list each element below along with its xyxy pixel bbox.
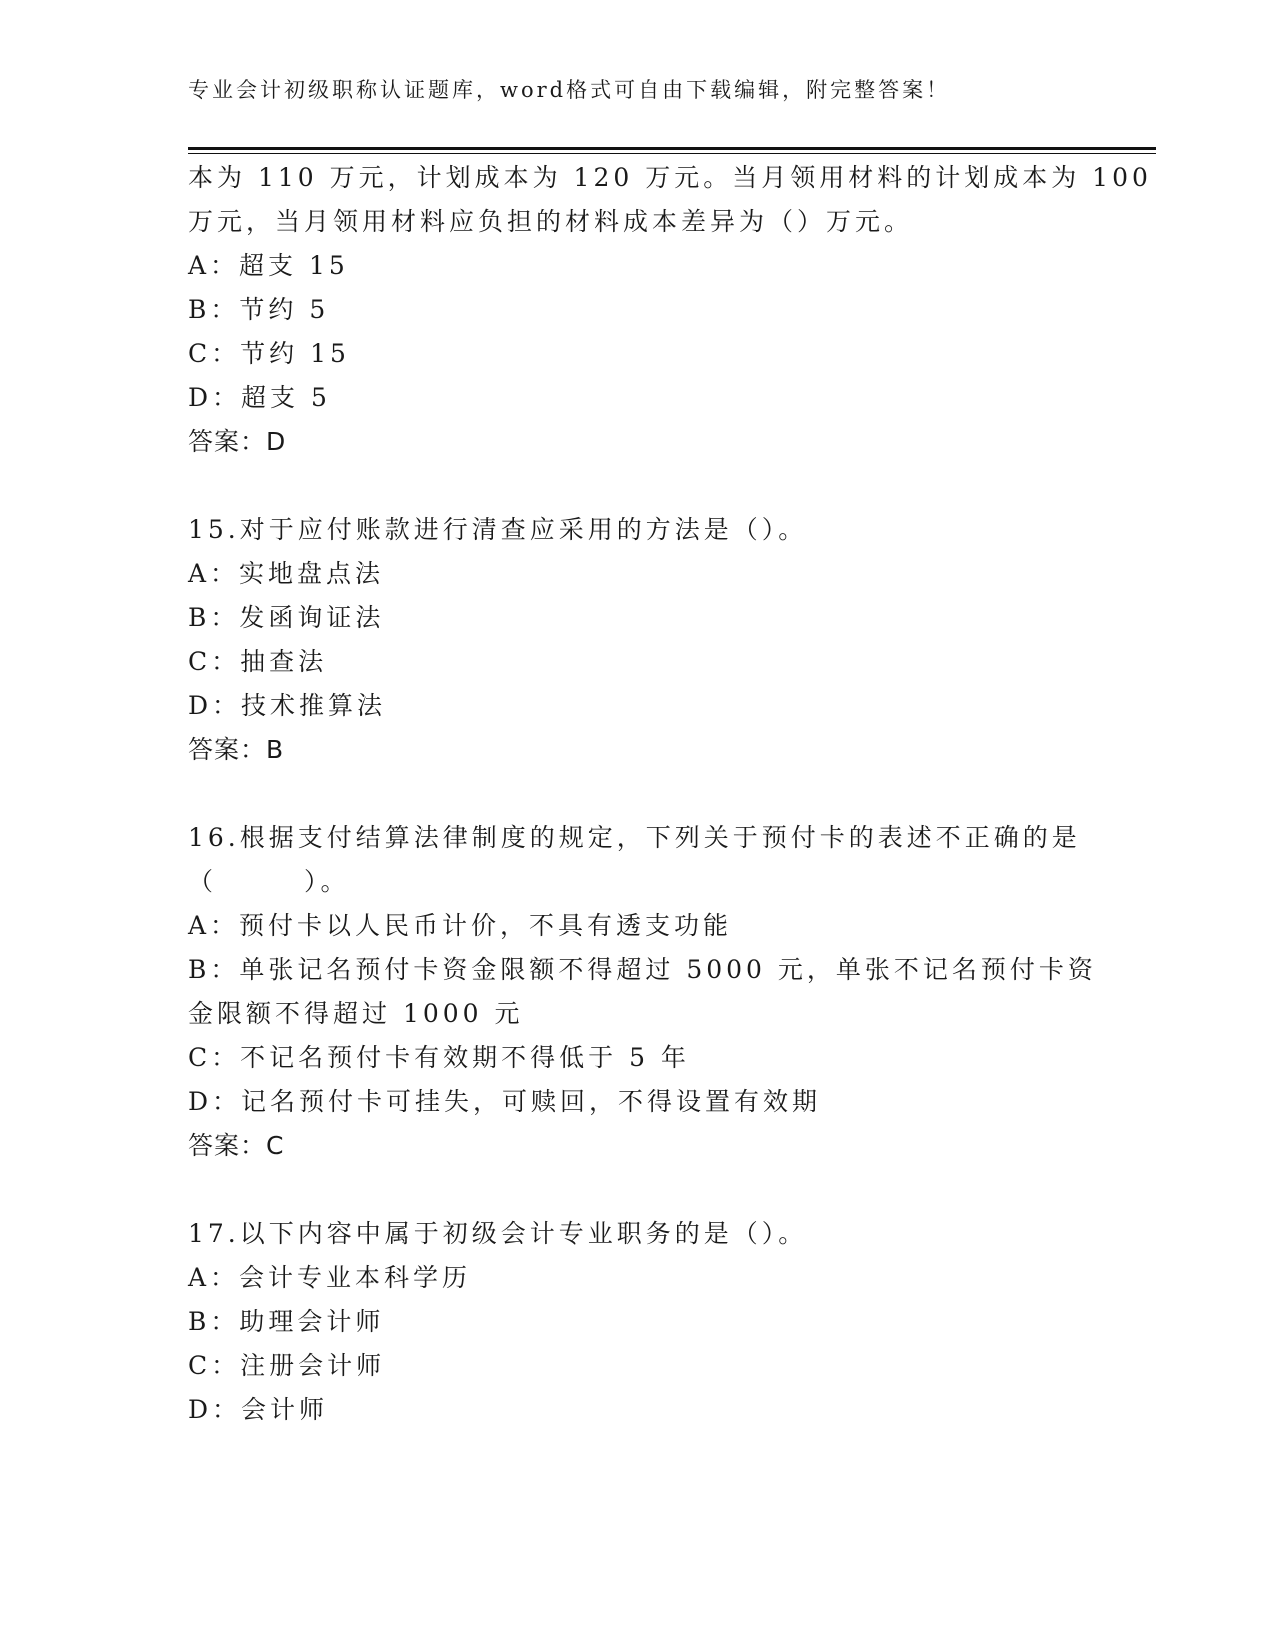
question-15-stem: 15.对于应付账款进行清查应采用的方法是（）。 — [188, 515, 808, 544]
question-17-option-a: A：会计专业本科学历 — [188, 1263, 472, 1292]
question-15-option-d: D：技术推算法 — [188, 691, 387, 720]
question-14-option-a: A：超支 15 — [188, 251, 349, 280]
question-16-stem-line-2: （ ）。 — [188, 867, 350, 896]
question-16-option-b-line-2: 金限额不得超过 1000 元 — [188, 999, 524, 1028]
question-14-stem-line-2: 万元，当月领用材料应负担的材料成本差异为（）万元。 — [188, 207, 914, 236]
question-16-option-d: D：记名预付卡可挂失，可赎回，不得设置有效期 — [188, 1087, 822, 1116]
question-17-option-b: B：助理会计师 — [188, 1307, 385, 1336]
question-15-option-c: C：抽查法 — [188, 647, 328, 676]
question-16-option-b-line-1: B：单张记名预付卡资金限额不得超过 5000 元，单张不记名预付卡资 — [188, 955, 1097, 984]
question-17-stem: 17.以下内容中属于初级会计专业职务的是（）。 — [188, 1219, 808, 1248]
question-17-option-c: C：注册会计师 — [188, 1351, 386, 1380]
question-14-option-c: C：节约 15 — [188, 339, 350, 368]
question-16-option-a: A：预付卡以人民币计价，不具有透支功能 — [188, 911, 733, 940]
header-rule-thin — [188, 153, 1156, 154]
header-rule-thick — [188, 147, 1156, 150]
question-15-option-a: A：实地盘点法 — [188, 559, 385, 588]
question-16-answer: 答案：C — [188, 1131, 285, 1160]
question-15-option-b: B：发函询证法 — [188, 603, 385, 632]
question-14-stem-line-1: 本为 110 万元，计划成本为 120 万元。当月领用材料的计划成本为 100 — [188, 163, 1152, 192]
page-header: 专业会计初级职称认证题库，word格式可自由下载编辑，附完整答案！ — [188, 78, 951, 102]
question-14-option-b: B：节约 5 — [188, 295, 330, 324]
question-16-option-c: C：不记名预付卡有效期不得低于 5 年 — [188, 1043, 690, 1072]
question-14-option-d: D：超支 5 — [188, 383, 331, 412]
question-14-answer: 答案：D — [188, 427, 287, 456]
question-17-option-d: D：会计师 — [188, 1395, 329, 1424]
question-15-answer: 答案：B — [188, 735, 285, 764]
question-16-stem-line-1: 16.根据支付结算法律制度的规定，下列关于预付卡的表述不正确的是 — [188, 823, 1081, 852]
